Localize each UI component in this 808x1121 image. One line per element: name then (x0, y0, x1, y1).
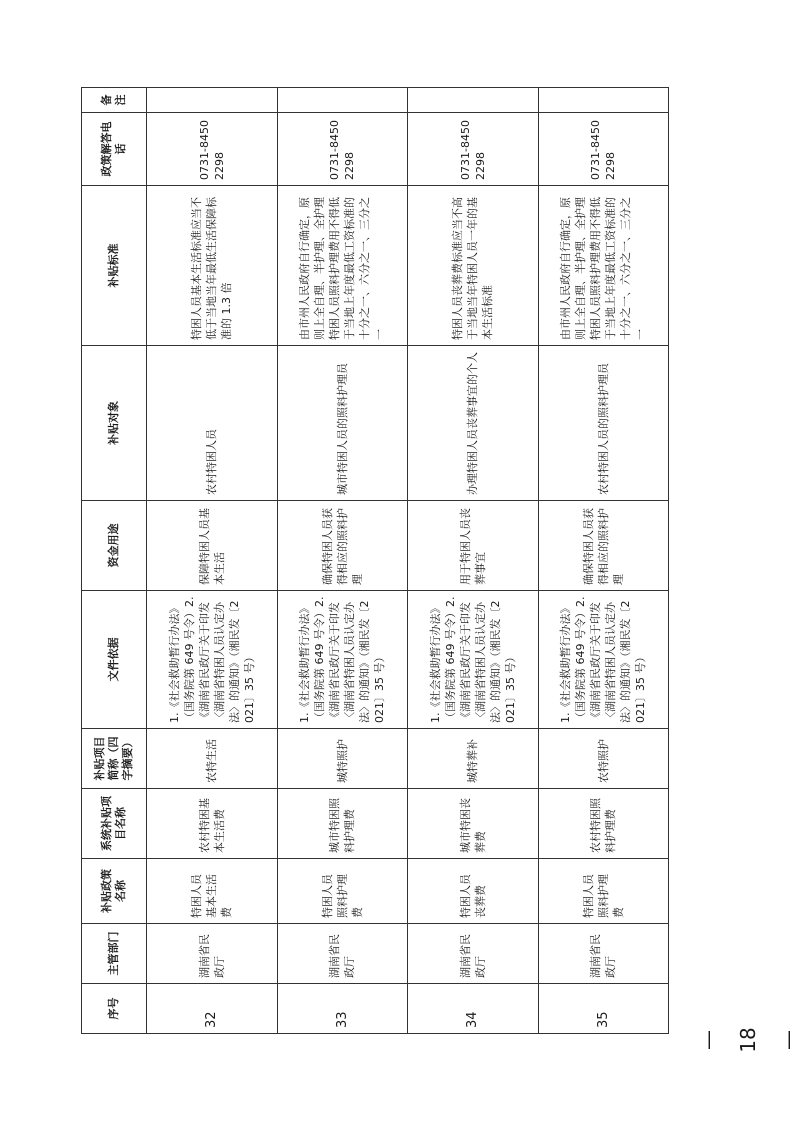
header-system-item: 系统补贴项目名称 (82, 789, 147, 859)
cell-target: 农村特困人员的照料护理员 (538, 346, 669, 501)
cell-phone: 0731-84502298 (408, 113, 539, 186)
cell-usage: 确保特困人员获得相应的照料护理 (538, 501, 669, 591)
cell-dept: 湖南省民政厅 (538, 924, 669, 984)
cell-short-name: 农特照护 (538, 729, 669, 789)
cell-standard: 由市州人民政府自行确定，原则上全自理、半护理、全护理特困人员照料护理费用不得低于当地上年度最低工资标准的十分之一、六分之一、三分之一 (277, 186, 408, 346)
header-seq: 序号 (82, 984, 147, 1034)
header-phone: 政策解答电话 (82, 113, 147, 186)
cell-phone: 0731-84502298 (147, 113, 278, 186)
cell-dept: 湖南省民政厅 (408, 924, 539, 984)
header-standard: 补贴标准 (82, 186, 147, 346)
cell-remark (277, 88, 408, 113)
cell-system-item: 农村特困照料护理费 (538, 789, 669, 859)
cell-remark (408, 88, 539, 113)
cell-basis: 1.《社会救助暂行办法》（国务院第 649 号令）2.《湖南省民政厅关于印发〈湖南省特困人员认定办法〉的通知》（湘民发〔2021〕35 号） (147, 591, 278, 729)
cell-target: 办理特困人员丧葬事宜的个人 (408, 346, 539, 501)
table-row (277, 88, 408, 1034)
cell-system-item: 农村特困基本生活费 (147, 789, 278, 859)
cell-policy: 特困人员照料护理费 (538, 859, 669, 924)
header-basis: 文件依据 (82, 591, 147, 729)
cell-system-item: 城市特困照料护理费 (277, 789, 408, 859)
page-number: — 18 — (696, 1027, 800, 1053)
cell-usage: 确保特困人员获得相应的照料护理 (277, 501, 408, 591)
cell-short-name: 城特葬补 (408, 729, 539, 789)
table-row (147, 88, 278, 1034)
cell-short-name: 农特生活 (147, 729, 278, 789)
cell-seq: 32 (147, 984, 278, 1034)
header-target: 补贴对象 (82, 346, 147, 501)
cell-dept: 湖南省民政厅 (277, 924, 408, 984)
header-usage: 资金用途 (82, 501, 147, 591)
cell-basis: 1.《社会救助暂行办法》（国务院第 649 号令）2.《湖南省民政厅关于印发〈湖南省特困人员认定办法〉的通知》（湘民发〔2021〕35 号） (277, 591, 408, 729)
cell-usage: 用于特困人员丧葬事宜 (408, 501, 539, 591)
header-dept: 主管部门 (82, 924, 147, 984)
cell-usage: 保障特困人员基本生活 (147, 501, 278, 591)
header-short-name: 补贴项目简称（四字摘要） (82, 729, 147, 789)
cell-basis: 1.《社会救助暂行办法》（国务院第 649 号令）2.《湖南省民政厅关于印发〈湖南省特困人员认定办法〉的通知》（湘民发〔2021〕35 号） (408, 591, 539, 729)
cell-policy: 特困人员照料护理费 (277, 859, 408, 924)
cell-system-item: 城市特困丧葬费 (408, 789, 539, 859)
cell-standard: 特困人员丧葬费标准应当不高于当地当年特困人员一年的基本生活标准 (408, 186, 539, 346)
cell-short-name: 城特照护 (277, 729, 408, 789)
cell-basis: 1.《社会救助暂行办法》（国务院第 649 号令）2.《湖南省民政厅关于印发〈湖南省特困人员认定办法〉的通知》（湘民发〔2021〕35 号） (538, 591, 669, 729)
cell-phone: 0731-84502298 (538, 113, 669, 186)
cell-seq: 35 (538, 984, 669, 1034)
rotated-table-container (81, 88, 669, 1034)
cell-standard: 由市州人民政府自行确定，原则上全自理、半护理、全护理特困人员照料护理费用不得低于当地上年度最低工资标准的十分之一、六分之一、三分之一 (538, 186, 669, 346)
cell-remark (147, 88, 278, 113)
cell-seq: 34 (408, 984, 539, 1034)
cell-dept: 湖南省民政厅 (147, 924, 278, 984)
cell-standard: 特困人员基本生活标准应当不低于当地当年最低生活保障标准的 1.3 倍 (147, 186, 278, 346)
cell-target: 城市特困人员的照料护理员 (277, 346, 408, 501)
table-header-row (82, 88, 147, 1034)
subsidy-policy-table (81, 87, 669, 1034)
cell-phone: 0731-84502298 (277, 113, 408, 186)
table-row (408, 88, 539, 1034)
table-row (538, 88, 669, 1034)
header-policy: 补贴政策名称 (82, 859, 147, 924)
cell-target: 农村特困人员 (147, 346, 278, 501)
header-remark: 备注 (82, 88, 147, 113)
cell-policy: 特困人员丧葬费 (408, 859, 539, 924)
cell-seq: 33 (277, 984, 408, 1034)
cell-remark (538, 88, 669, 113)
cell-policy: 特困人员基本生活费 (147, 859, 278, 924)
